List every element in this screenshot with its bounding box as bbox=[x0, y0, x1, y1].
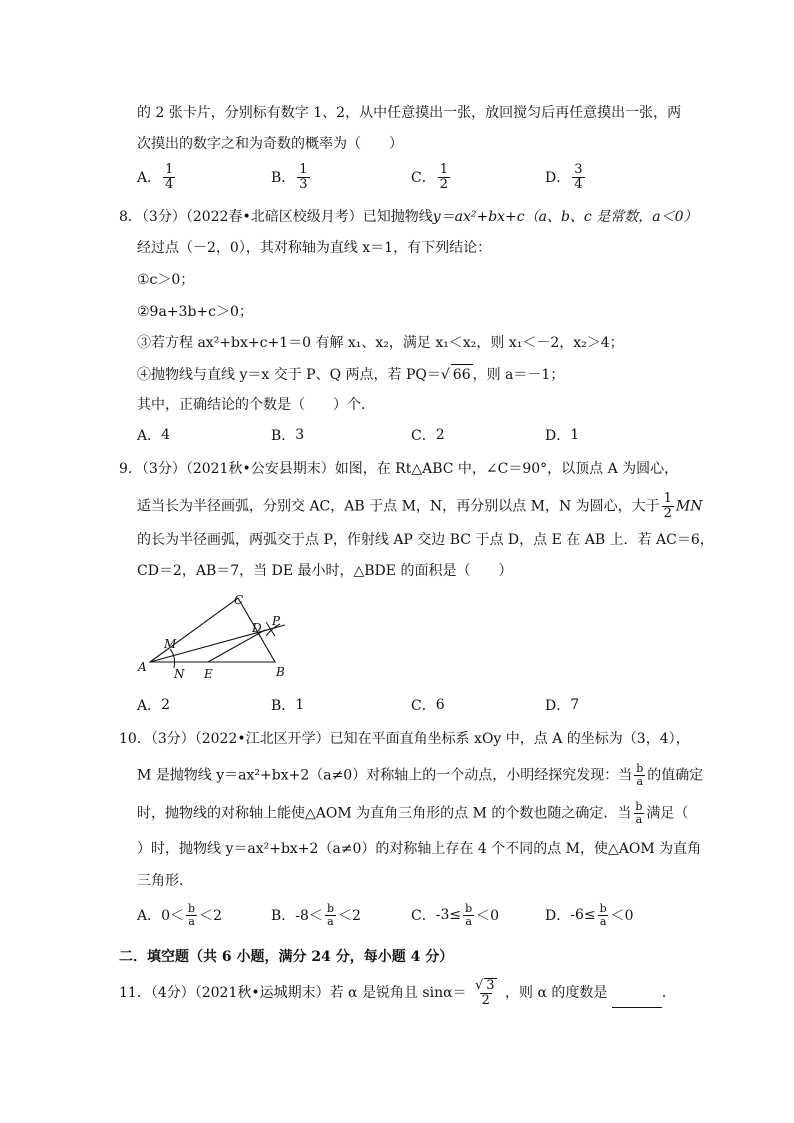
q10-option-a: A． 0＜ $\frac{b}{a}$ ＜2 bbox=[137, 901, 223, 928]
q8-option-d: D． 1 bbox=[545, 427, 580, 444]
q7-option-c: C． $\frac{1}{2}$ bbox=[411, 161, 448, 192]
section-2-title: 二．填空题（共 6 小题，满分 24 分，每小题 4 分） bbox=[119, 949, 454, 965]
q8-conclusion-4: ④抛物线与直线 y＝x 交于 P、Q 两点，若 PQ＝√ 66 ，则 a＝－1； bbox=[137, 364, 564, 385]
q10-line3: 时，抛物线的对称轴上能使△AOM 为直角三角形的点 M 的个数也随之确定．当 $\frac{b}{a}$ 满足（ bbox=[137, 800, 689, 826]
q10-options bbox=[137, 898, 657, 932]
q11-line: 11．（4分）（2021秋•运城期末）若 α 是锐角且 sinα＝ $\frac{√ 3}{2}$ ，则 α 的度数是 ． bbox=[119, 978, 676, 1008]
arc-mn bbox=[170, 649, 175, 668]
label-m: M bbox=[164, 637, 177, 651]
q9-option-a: A． 2 bbox=[137, 697, 171, 714]
q8-option-b: B． 3 bbox=[271, 427, 305, 444]
q8-conclusion-3: ③若方程 ax²+bx+c+1＝0 有解 x₁、x₂，满足 x₁＜x₂，则 x₁＜－2，x₂＞4； bbox=[137, 335, 624, 351]
q8-option-a: A． 4 bbox=[137, 427, 171, 444]
q8-options bbox=[137, 418, 657, 452]
q8-conclusion-1: ①c＞0； bbox=[137, 272, 195, 288]
q8-option-c: C． 2 bbox=[411, 427, 445, 444]
q9-line3: 的长为半径画弧，两弧交于点 P，作射线 AP 交边 BC 于点 D，点 E 在 AB 上．若 AC＝6， bbox=[137, 532, 714, 548]
q10-line4: ）时，抛物线 y＝ax²+bx+2（a≠0）的对称轴上存在 4 个不同的点 M，使△AOM 为直角 bbox=[137, 841, 702, 857]
q8-conclusion-2: ②9a+3b+c＞0； bbox=[137, 304, 253, 320]
label-e: E bbox=[204, 667, 213, 681]
label-c: C bbox=[234, 593, 244, 607]
q9-head: 9．（3分）（2021秋•公安县期末）如图，在 Rt△ABC 中，∠C＝90°，以顶点 A 为圆心， bbox=[119, 461, 679, 477]
label-b: B bbox=[276, 665, 285, 679]
q10-head: 10．（3分）（2022•江北区开学）已知在平面直角坐标系 xOy 中，点 A 的坐标为（3，4）， bbox=[119, 731, 690, 747]
q9-figure bbox=[130, 590, 300, 690]
q10-option-d: D． -6≤ $\frac{b}{a}$ ＜0 bbox=[545, 901, 634, 928]
q9-line4: CD＝2，AB＝7，当 DE 最小时，△BDE 的面积是（ ） bbox=[137, 563, 513, 579]
q10-line5: 三角形． bbox=[137, 873, 193, 889]
q8-head: 8．（3分）（2022春•北碚区校级月考）已知抛物线y＝ax²+bx+c（a、b、c 是常数，a＜0） bbox=[119, 209, 698, 225]
label-p: P bbox=[272, 614, 281, 628]
label-a: A bbox=[138, 660, 147, 674]
q7-line2: 次摸出的数字之和为奇数的概率为（ ） bbox=[137, 136, 403, 152]
q7-line1: 的 2 张卡片，分别标有数字 1、2，从中任意摸出一张，放回搅匀后再任意摸出一张，两 bbox=[137, 105, 682, 121]
q9-line2: 适当长为半径画弧，分别交 AC，AB 于点 M，N，再分别以点 M，N 为圆心，大于 $\frac{1}{2}$ MN bbox=[137, 491, 703, 521]
q8-ask: 其中，正确结论的个数是（ ）个． bbox=[137, 397, 375, 413]
q10-line2: M 是抛物线 y＝ax²+bx+2（a≠0）对称轴上的一个动点，小明经探究发现：当 $\frac{b}{a}$ 的值确定 bbox=[137, 762, 704, 788]
q9-option-d: D． 7 bbox=[545, 697, 580, 714]
q9-option-c: C． 6 bbox=[411, 697, 445, 714]
q9-options bbox=[137, 688, 657, 722]
q7-option-a: A． $\frac{1}{4}$ bbox=[137, 161, 174, 192]
label-n: N bbox=[174, 667, 185, 681]
q7-option-d: D． $\frac{3}{4}$ bbox=[545, 161, 583, 192]
q10-option-c: C． -3≤ $\frac{b}{a}$ ＜0 bbox=[411, 901, 500, 928]
q11-answer-blank[interactable] bbox=[612, 993, 662, 1008]
q7-options bbox=[137, 160, 657, 194]
q9-option-b: B． 1 bbox=[271, 697, 305, 714]
q10-option-b: B． -8＜ $\frac{b}{a}$ ＜2 bbox=[271, 901, 361, 928]
label-d: D bbox=[252, 621, 262, 635]
q8-line2: 经过点（－2，0），其对称轴为直线 x＝1，有下列结论： bbox=[137, 240, 492, 256]
q7-option-b: B． $\frac{1}{3}$ bbox=[271, 161, 308, 192]
